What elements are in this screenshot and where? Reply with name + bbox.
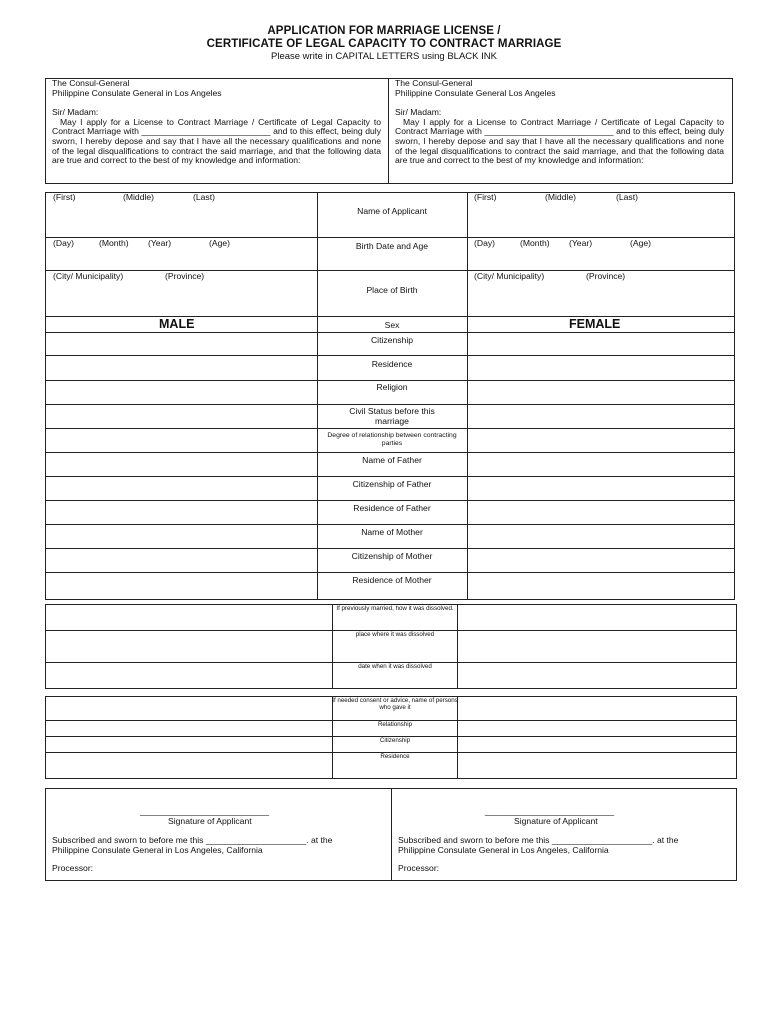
label-consent-relationship: Relationship [377, 721, 413, 728]
previous-marriage-table [45, 604, 737, 689]
hint-province: (Province) [165, 271, 205, 281]
label-citizenship: Citizenship [370, 335, 414, 345]
label-consent-persons: If needed consent or advice, name of persons who gave it [332, 697, 458, 711]
signature-divider [391, 788, 392, 881]
hint-city: (City/ Municipality) [53, 271, 124, 281]
label-name-father: Name of Father [362, 455, 422, 465]
label-female: FEMALE [569, 317, 621, 331]
label-place-of-birth: Place of Birth [366, 285, 418, 295]
processor-label: Processor: [52, 863, 94, 873]
label-male: MALE [159, 317, 195, 331]
label-name-of-applicant: Name of Applicant [357, 206, 427, 216]
label-religion: Religion [376, 382, 408, 392]
label-sex: Sex [384, 320, 400, 330]
row-divider [45, 548, 735, 549]
label-date-dissolved: date when it was dissolved [358, 663, 432, 670]
hint-last: (Last) [193, 192, 215, 202]
row-divider [45, 270, 735, 271]
label-residence-mother: Residence of Mother [352, 575, 432, 585]
row-divider [45, 476, 735, 477]
row-divider [45, 524, 735, 525]
sworn-text: Subscribed and sworn to before me this _____________________. at the [52, 835, 333, 845]
label-birth-date-age: Birth Date and Age [355, 241, 429, 251]
hint-first: (First) [474, 192, 497, 202]
table-divider-right [457, 604, 458, 689]
signature-line[interactable]: ___________________________ [140, 806, 270, 816]
hint-year: (Year) [569, 238, 593, 248]
row-divider [45, 404, 735, 405]
letter-right[interactable] [395, 79, 724, 166]
sworn-place: Philippine Consulate General in Los Angeles, California [398, 845, 609, 855]
letter-left[interactable] [52, 79, 381, 166]
table-divider-left [317, 192, 318, 600]
hint-last: (Last) [616, 192, 638, 202]
hint-city: (City/ Municipality) [474, 271, 545, 281]
letter-body: May I apply for a License to Contract Marriage / Certificate of Legal Capacity to Contract Marriage with ___________________________ and to this effect, being duly sworn, I hereby depose and say that I have all the necessary qualifications and none of the legal disqualifications to contract the said marriage, and that the following data are true and correct to the best of my knowledge and information: [52, 116, 381, 166]
label-residence: Residence [371, 359, 413, 369]
hint-middle: (Middle) [545, 192, 577, 202]
label-residence-father: Residence of Father [353, 503, 431, 513]
signature-line[interactable]: ___________________________ [485, 806, 615, 816]
signature-label: Signature of Applicant [168, 816, 252, 826]
row-divider [45, 332, 735, 333]
signature-label: Signature of Applicant [514, 816, 598, 826]
row-divider [45, 428, 735, 429]
label-name-mother: Name of Mother [361, 527, 423, 537]
processor-label: Processor: [398, 863, 440, 873]
hint-month: (Month) [99, 238, 129, 248]
row-divider [45, 452, 735, 453]
table-divider-left [332, 604, 333, 689]
label-civil-status: Civil Status before this marriage [349, 406, 435, 426]
row-divider [45, 500, 735, 501]
letter-addressee: The Consul-General [395, 78, 473, 88]
label-citizenship-father: Citizenship of Father [352, 479, 432, 489]
hint-middle: (Middle) [123, 192, 155, 202]
hint-age: (Age) [630, 238, 652, 248]
letter-salutation: Sir/ Madam: [395, 107, 442, 118]
label-place-dissolved: place where it was dissolved [355, 631, 435, 638]
letter-salutation: Sir/ Madam: [52, 107, 99, 118]
label-citizenship-mother: Citizenship of Mother [351, 551, 433, 561]
hint-first: (First) [53, 192, 76, 202]
sworn-place: Philippine Consulate General in Los Angeles, California [52, 845, 263, 855]
form-title-line2: CERTIFICATE OF LEGAL CAPACITY TO CONTRACT MARRIAGE [206, 38, 562, 50]
hint-province: (Province) [586, 271, 626, 281]
label-how-dissolved: If previously married, how it was dissolved. [336, 605, 454, 612]
row-divider [45, 380, 735, 381]
label-consent-citizenship: Citizenship [379, 737, 411, 744]
hint-day: (Day) [53, 238, 75, 248]
label-degree-relationship: Degree of relationship between contracting parties [327, 432, 457, 447]
letter-body: May I apply for a License to Contract Marriage / Certificate of Legal Capacity to Contract Marriage with ___________________________ and to this effect, being duly sworn, I hereby depose and say that I have all the necessary qualifications and none of the legal disqualifications to contract the said marriage, and that the following data are true and correct to the best of my knowledge and information: [395, 116, 724, 166]
row-divider [45, 355, 735, 356]
hint-year: (Year) [148, 238, 172, 248]
letter-office: Philippine Consulate General Los Angeles [395, 87, 556, 98]
applicant-data-table [45, 192, 735, 600]
hint-day: (Day) [474, 238, 496, 248]
letter-office: Philippine Consulate General in Los Angeles [52, 87, 222, 98]
letter-divider [388, 78, 389, 184]
hint-age: (Age) [209, 238, 231, 248]
form-title-line1: APPLICATION FOR MARRIAGE LICENSE / [267, 25, 501, 37]
label-consent-residence: Residence [380, 753, 410, 760]
row-divider [45, 572, 735, 573]
hint-month: (Month) [520, 238, 550, 248]
form-instruction: Please write in CAPITAL LETTERS using BLACK INK [271, 51, 497, 62]
table-divider-right [467, 192, 468, 600]
row-divider [45, 316, 735, 317]
sworn-text: Subscribed and sworn to before me this _____________________. at the [398, 835, 679, 845]
letter-addressee: The Consul-General [52, 78, 130, 88]
